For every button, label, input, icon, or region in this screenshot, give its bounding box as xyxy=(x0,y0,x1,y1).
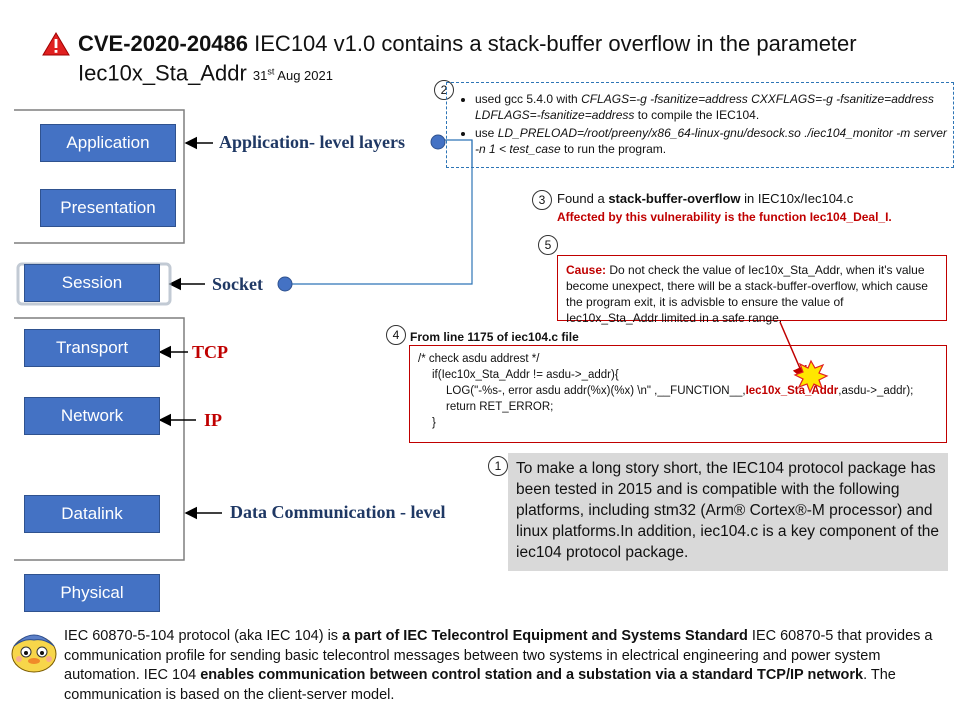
layer-network: Network xyxy=(24,397,160,435)
layer-application: Application xyxy=(40,124,176,162)
title-date: 31st Aug 2021 xyxy=(252,67,333,84)
socket-connector-dot xyxy=(278,277,292,291)
code-line-2: if(Iec10x_Sta_Addr != asdu->_addr){ xyxy=(432,369,619,381)
build-note-run: • use LD_PRELOAD=/root/preeny/x86_64-linux-gnu/desock.so ./iec104_monitor -m server -n 1 < test_case to run the program. xyxy=(475,125,953,157)
cve-id: CVE-2020-20486 xyxy=(78,31,249,56)
cartoon-mascot-icon xyxy=(8,628,60,674)
code-line-3: LOG("-%s-, error asdu addr(%x)(%x) \n" ,__FUNCTION__,Iec10x_Sta_Addr,asdu->_addr); xyxy=(446,385,914,397)
code-snippet-box xyxy=(409,345,947,443)
finding-text: Found a stack-buffer-overflow in IEC10x/Iec104.c Affected by this vulnerability is the function Iec104_Deal_I. xyxy=(557,190,957,226)
cause-label: Cause: xyxy=(566,263,607,277)
layer-physical: Physical xyxy=(24,574,160,612)
label-tcp: TCP xyxy=(192,342,228,362)
step-number-3: 3 xyxy=(532,190,552,210)
label-application-level: Application- level layers xyxy=(219,132,405,152)
protocol-description: IEC 60870-5-104 protocol (aka IEC 104) is a part of IEC Telecontrol Equipment and Systems Standard IEC 60870-5 that provides a communication profile for sending basic telecontrol messages between two systems in electrical engineering and power system automation. IEC 104 enables communication between control station and a substation via a standard TCP/IP network. The communication is based on the client-server model. xyxy=(64,628,933,703)
build-note-compile: • used gcc 5.4.0 with CFLAGS=-g -fsanitize=address CXXFLAGS=-g -fsanitize=address LDFLAGS=-fsanitize=address to compile the IEC104. xyxy=(475,91,953,123)
label-data-communication: Data Communication - level xyxy=(230,502,446,522)
layer-transport: Transport xyxy=(24,329,160,367)
cause-text: Do not check the value of Iec10x_Sta_Addr, when it's value become unexpect, there will be a stack-buffer-overflow, which cause the program exit, it is advisble to ensure the value of Iec10x_Sta_Addr limited in a safe range. xyxy=(566,263,928,325)
layer-session: Session xyxy=(24,264,160,302)
code-line-5: } xyxy=(432,417,436,429)
build-notes-box xyxy=(446,82,954,168)
layer-presentation: Presentation xyxy=(40,189,176,227)
affected-function: Affected by this vulnerability is the function Iec104_Deal_I. xyxy=(557,210,892,224)
step-number-2: 2 xyxy=(434,80,454,100)
code-line-4: return RET_ERROR; xyxy=(446,401,554,413)
step-number-1: 1 xyxy=(488,456,508,476)
layer-datalink: Datalink xyxy=(24,495,160,533)
summary-box: To make a long story short, the IEC104 protocol package has been tested in 2015 and is compatible with the following platforms, including stm32 (Arm® Cortex®-M processor) and linux platforms.In addition, iec104.c is a key component of the iec104 protocol package. xyxy=(508,453,948,571)
title-description: IEC104 v1.0 contains a stack-buffer overflow in the parameter Iec10x_Sta_Addr xyxy=(78,31,857,86)
label-ip: IP xyxy=(204,410,222,430)
cause-box xyxy=(557,255,947,325)
step-number-4: 4 xyxy=(386,325,406,345)
application-connector-dot xyxy=(431,135,445,149)
label-socket: Socket xyxy=(212,274,263,294)
code-heading: From line 1175 of iec104.c file xyxy=(410,330,579,344)
code-line-1: /* check asdu addrest */ xyxy=(418,353,540,365)
step-number-5: 5 xyxy=(538,235,558,255)
